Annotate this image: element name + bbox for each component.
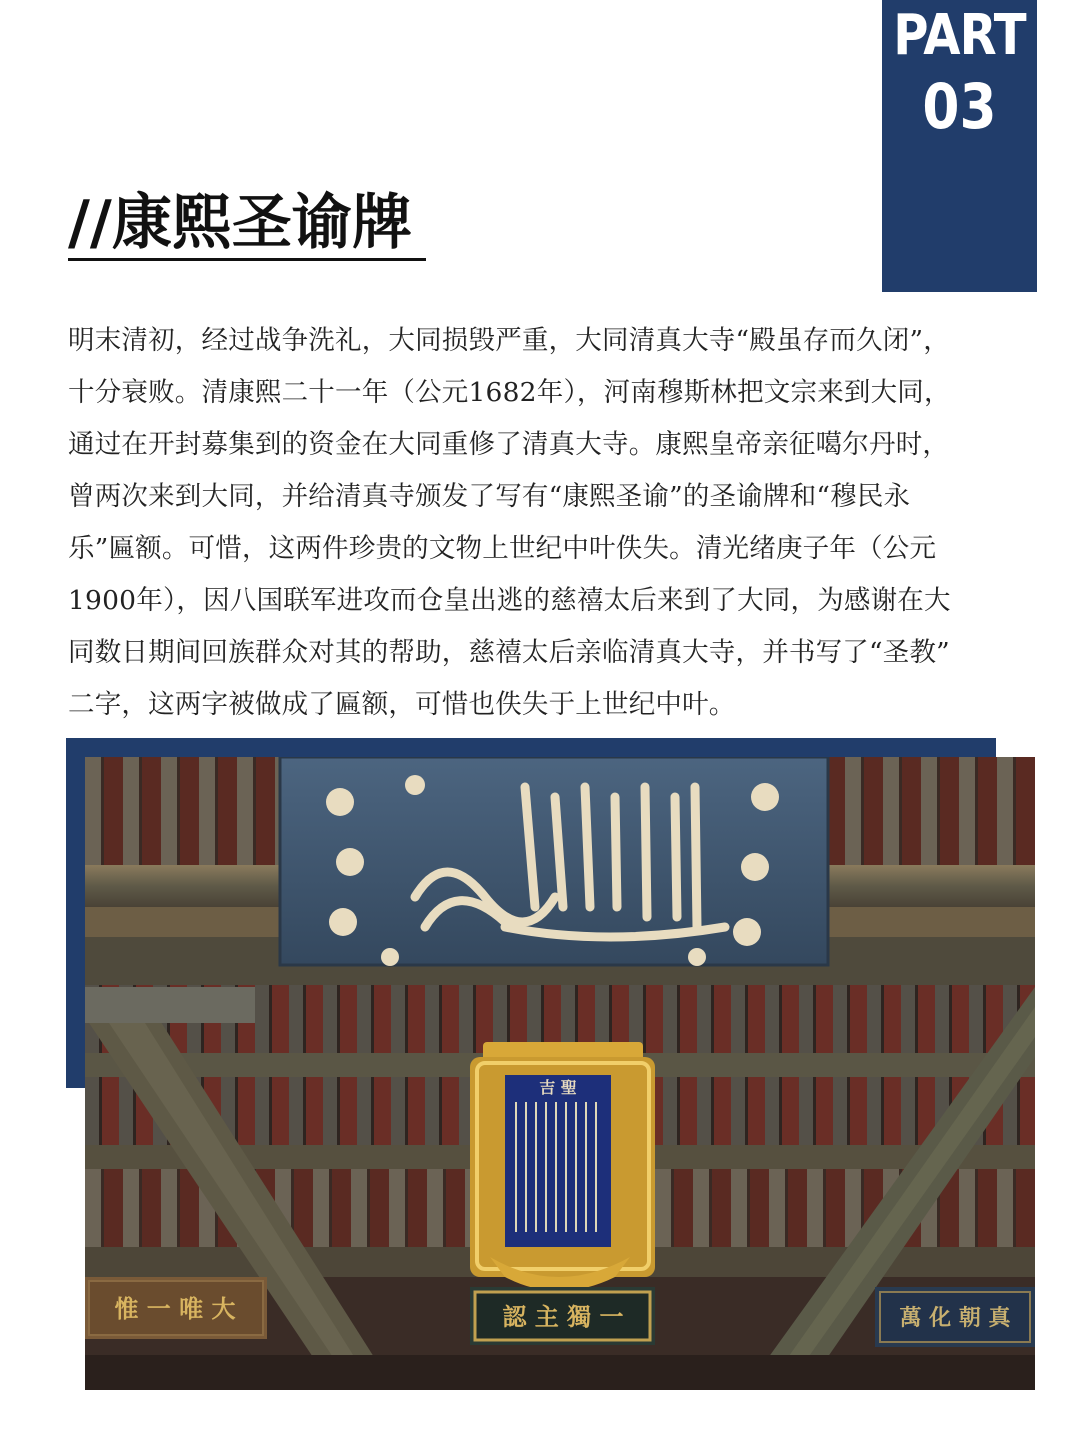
body-line: 1900年），因八国联军进攻而仓皇出逃的慈禧太后来到了大同，为感谢在大 [68, 585, 951, 616]
plaque-center-text: 認 主 獨 一 [502, 1302, 624, 1331]
part-number: 03 [922, 70, 997, 143]
body-line: 十分衰败。清康熙二十一年（公元1682年），河南穆斯林把文宗来到大同， [68, 377, 951, 408]
body-line: 明末清初，经过战争洗礼，大同损毁严重，大同清真大寺“殿虽存而久闭”， [68, 325, 950, 356]
body-line: 通过在开封募集到的资金在大同重修了清真大寺。康熙皇帝亲征噶尔丹时， [68, 429, 950, 460]
body-line: 二字，这两字被做成了匾额，可惜也佚失于上世纪中叶。 [68, 689, 736, 720]
body-line: 曾两次来到大同，并给清真寺颁发了写有“康熙圣谕”的圣谕牌和“穆民永 [68, 481, 911, 512]
title-underline [68, 258, 426, 261]
placard-heading: 吉 聖 [539, 1078, 577, 1097]
body-paragraph [68, 315, 1058, 731]
part-label: PART [893, 3, 1026, 68]
section-title: //康熙圣谕牌 [68, 188, 412, 258]
mosque-ceiling-photo [85, 757, 1035, 1390]
body-line: 同数日期间回族群众对其的帮助，慈禧太后亲临清真大寺，并书写了“圣教” [68, 637, 950, 668]
part-badge [882, 0, 1037, 292]
body-line: 乐”匾额。可惜，这两件珍贵的文物上世纪中叶佚失。清光绪庚子年（公元 [68, 533, 937, 564]
plaque-left-text: 惟 一 唯 大 [114, 1294, 236, 1323]
plaque-right-text: 萬 化 朝 真 [899, 1305, 1011, 1331]
